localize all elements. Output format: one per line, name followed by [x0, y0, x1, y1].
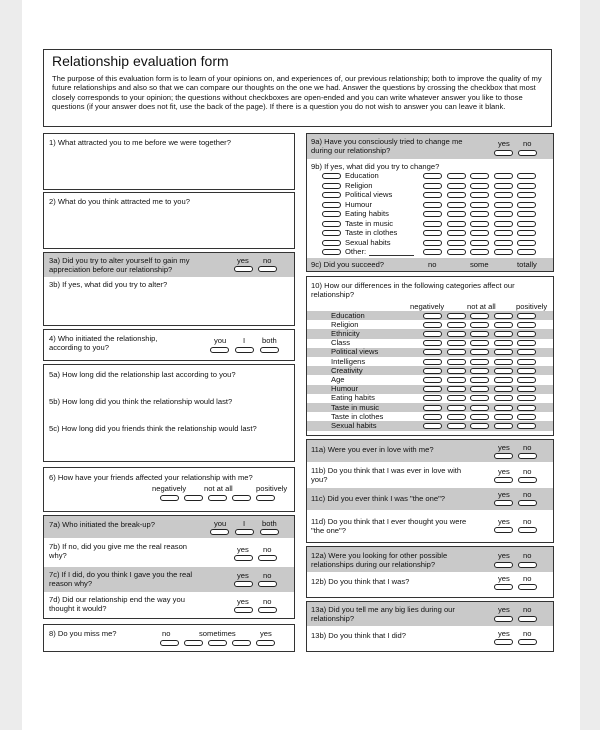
q10-rating-checkbox[interactable] — [494, 340, 513, 346]
q13b-yes-checkbox[interactable] — [494, 639, 513, 645]
q7b-text: 7b) If no, did you give me the real reason why? — [49, 542, 188, 561]
q9b-rating-checkbox[interactable] — [447, 202, 466, 208]
q7a-i-label: I — [243, 519, 246, 528]
q13a-text: 13a) Did you tell me any big lies during our relationship? — [311, 605, 455, 624]
q9b-rating-checkbox[interactable] — [517, 230, 536, 236]
q10-item-label: Religion — [331, 319, 359, 329]
q10-rating-checkbox[interactable] — [470, 340, 489, 346]
q9b-rating-checkbox[interactable] — [494, 173, 513, 179]
q10-rating-checkbox[interactable] — [470, 395, 489, 401]
q9b-rating-checkbox[interactable] — [447, 173, 466, 179]
q9b-rating-checkbox[interactable] — [494, 221, 513, 227]
q11b-yes-checkbox[interactable] — [494, 477, 513, 483]
q9b-item-checkbox-education[interactable] — [322, 173, 341, 179]
q10-rating-checkbox[interactable] — [470, 423, 489, 429]
q3a-no-checkbox[interactable] — [258, 266, 277, 272]
q8-text: 8) Do you miss me? — [49, 629, 117, 638]
q10-rating-checkbox[interactable] — [447, 368, 466, 374]
q10-rating-checkbox[interactable] — [517, 349, 536, 355]
q10-rating-checkbox[interactable] — [494, 423, 513, 429]
q10-rating-checkbox[interactable] — [494, 377, 513, 383]
q8-checkbox-4[interactable] — [232, 640, 251, 646]
q10-rating-checkbox[interactable] — [517, 359, 536, 365]
q10-rating-checkbox[interactable] — [470, 331, 489, 337]
q9b-rating-checkbox[interactable] — [494, 240, 513, 246]
q2-box[interactable] — [43, 192, 295, 249]
q7b-yes-label: yes — [237, 545, 249, 554]
q12b-no-checkbox[interactable] — [518, 584, 537, 590]
q13b-yes-label: yes — [498, 629, 510, 638]
q10-not-at-all-label: not at all — [467, 302, 496, 311]
q3a-no-label: no — [263, 256, 272, 265]
q9b-rating-checkbox[interactable] — [423, 230, 442, 236]
q10-rating-checkbox[interactable] — [517, 395, 536, 401]
q9b-rating-checkbox[interactable] — [517, 211, 536, 217]
q9b-rating-checkbox[interactable] — [447, 249, 466, 255]
q11b-no-checkbox[interactable] — [518, 477, 537, 483]
q9c-no-label: no — [428, 260, 437, 269]
form-intro: The purpose of this evaluation form is to learn of your opinions on, and experiences of, our previous relationship; both to improve the quality of my future relationships and also so that we can compare our thoughts on the one we had. Answer the questions by crossing the checkbox that most closely corresponds to your opinion; the questions without checkboxes are open-ended and you can write whatever answer you like to those questions (if your answer does not fit, use the back of the page). If there is a question you do not wish to answer you can leave it blank. — [52, 74, 542, 112]
q6-checkbox-5[interactable] — [256, 495, 275, 501]
q9b-rating-checkbox[interactable] — [470, 211, 489, 217]
q7c-yes-checkbox[interactable] — [234, 581, 253, 587]
q9b-item-checkbox-other[interactable] — [322, 249, 341, 255]
q9b-rating-checkbox[interactable] — [470, 249, 489, 255]
q7a-both-checkbox[interactable] — [260, 529, 279, 535]
q9b-rating-checkbox[interactable] — [517, 192, 536, 198]
q11a-yes-checkbox[interactable] — [494, 453, 513, 459]
q6-box — [43, 467, 295, 512]
q9b-item-checkbox-sexual-habits[interactable] — [322, 240, 341, 246]
q11d-no-checkbox[interactable] — [518, 527, 537, 533]
q9b-rating-checkbox[interactable] — [423, 173, 442, 179]
q8-sometimes-label: sometimes — [199, 629, 236, 638]
q8-checkbox-3[interactable] — [208, 640, 227, 646]
q4-you-label: you — [214, 336, 227, 345]
q9a-yes-checkbox[interactable] — [494, 150, 513, 156]
q2-text: 2) What do you think attracted me to you? — [49, 197, 190, 206]
q10-rating-checkbox[interactable] — [517, 340, 536, 346]
q10-rating-checkbox[interactable] — [517, 322, 536, 328]
q9b-rating-checkbox[interactable] — [517, 221, 536, 227]
q10-rating-checkbox[interactable] — [470, 349, 489, 355]
q9b-rating-checkbox[interactable] — [447, 230, 466, 236]
q4-both-label: both — [262, 336, 277, 345]
q9b-text: 9b) If yes, what did you try to change? — [311, 162, 440, 171]
q10-rating-checkbox[interactable] — [470, 405, 489, 411]
q13b-no-label: no — [523, 629, 532, 638]
q9b-rating-checkbox[interactable] — [423, 192, 442, 198]
q12a-no-checkbox[interactable] — [518, 562, 537, 568]
q10-rating-checkbox[interactable] — [517, 331, 536, 337]
q12b-yes-checkbox[interactable] — [494, 584, 513, 590]
q9b-rating-checkbox[interactable] — [517, 202, 536, 208]
q12a-text: 12a) Were you looking for other possible relationships during our relationship? — [311, 551, 448, 570]
q7a-you-label: you — [214, 519, 227, 528]
q10-rating-checkbox[interactable] — [494, 405, 513, 411]
q7c-text: 7c) If I did, do you think I gave you the real reason why? — [49, 570, 193, 589]
q9b-item-label: Sexual habits — [345, 237, 391, 247]
q9b-rating-checkbox[interactable] — [470, 221, 489, 227]
q9a-no-checkbox[interactable] — [518, 150, 537, 156]
q7d-yes-label: yes — [237, 597, 249, 606]
q10-rating-checkbox[interactable] — [423, 340, 442, 346]
q9b-item-label: Other: — [345, 247, 367, 256]
q10-rating-checkbox[interactable] — [423, 386, 442, 392]
q8-box — [43, 624, 295, 652]
q4-text: 4) Who initiated the relationship, according to you? — [49, 334, 158, 353]
q11b-yes-label: yes — [498, 467, 510, 476]
q10-rating-checkbox[interactable] — [423, 423, 442, 429]
q11c-text: 11c) Did you ever think I was "the one"? — [311, 494, 445, 503]
q10-rating-checkbox[interactable] — [494, 331, 513, 337]
q3a-yes-label: yes — [237, 256, 249, 265]
q12a-yes-checkbox[interactable] — [494, 562, 513, 568]
q7d-yes-checkbox[interactable] — [234, 607, 253, 613]
q9b-rating-checkbox[interactable] — [517, 183, 536, 189]
q7c-yes-label: yes — [237, 571, 249, 580]
q6-checkbox-4[interactable] — [232, 495, 251, 501]
q9b-item-label: Humour — [345, 199, 373, 209]
q1-box[interactable] — [43, 133, 295, 190]
q10-rating-checkbox[interactable] — [447, 423, 466, 429]
q10-rating-checkbox[interactable] — [517, 423, 536, 429]
q7d-text: 7d) Did our relationship end the way you thought it would? — [49, 595, 185, 614]
q9b-rating-checkbox[interactable] — [423, 221, 442, 227]
q10-rating-checkbox[interactable] — [447, 313, 466, 319]
q9a-yes-label: yes — [498, 139, 510, 148]
q10-rating-checkbox[interactable] — [423, 359, 442, 365]
q12a-yes-label: yes — [498, 551, 510, 560]
q9b-item-checkbox-taste-in-clothes[interactable] — [322, 230, 341, 236]
q12b-text: 12b) Do you think that I was? — [311, 577, 410, 586]
q10-rating-checkbox[interactable] — [423, 349, 442, 355]
q10-rating-checkbox[interactable] — [470, 359, 489, 365]
q6-negatively-label: negatively — [152, 484, 187, 493]
q11c-yes-label: yes — [498, 490, 510, 499]
q12a-no-label: no — [523, 551, 532, 560]
q3b-text: 3b) If yes, what did you try to alter? — [49, 280, 168, 289]
q7-box — [43, 515, 295, 619]
q9b-rating-checkbox[interactable] — [470, 183, 489, 189]
q9b-rating-checkbox[interactable] — [423, 211, 442, 217]
q4-both-checkbox[interactable] — [260, 347, 279, 353]
q10-item-label: Creativity — [331, 365, 363, 375]
q11a-no-checkbox[interactable] — [518, 453, 537, 459]
q10-rating-checkbox[interactable] — [423, 322, 442, 328]
form-title: Relationship evaluation form — [52, 53, 229, 69]
q11a-text: 11a) Were you ever in love with me? — [311, 445, 434, 454]
q5b-text: 5b) How long did you think the relationship would last? — [49, 397, 233, 406]
q3-box — [43, 252, 295, 326]
q11c-no-checkbox[interactable] — [518, 500, 537, 506]
q6-checkbox-3[interactable] — [208, 495, 227, 501]
q9b-rating-checkbox[interactable] — [423, 240, 442, 246]
q10-item-label: Intelligens — [331, 356, 366, 366]
q9b-rating-checkbox[interactable] — [517, 173, 536, 179]
q9b-rating-checkbox[interactable] — [517, 240, 536, 246]
q13b-text: 13b) Do you think that I did? — [311, 631, 406, 640]
q11a-no-label: no — [523, 443, 532, 452]
q10-rating-checkbox[interactable] — [517, 405, 536, 411]
q9b-rating-checkbox[interactable] — [494, 211, 513, 217]
q7a-i-checkbox[interactable] — [235, 529, 254, 535]
q9b-item-checkbox-political-views[interactable] — [322, 192, 341, 198]
q10-rating-checkbox[interactable] — [517, 377, 536, 383]
q10-rating-checkbox[interactable] — [494, 395, 513, 401]
q9b-item-label: Religion — [345, 180, 373, 190]
q13-box — [306, 601, 554, 652]
q9a-no-label: no — [523, 139, 532, 148]
q9b-item-checkbox-eating-habits[interactable] — [322, 211, 341, 217]
q11a-yes-label: yes — [498, 443, 510, 452]
q11c-yes-checkbox[interactable] — [494, 500, 513, 506]
q10-rating-checkbox[interactable] — [447, 359, 466, 365]
q10-rating-checkbox[interactable] — [470, 368, 489, 374]
q10-item-label: Age — [331, 374, 345, 384]
q9b-rating-checkbox[interactable] — [423, 202, 442, 208]
q6-text: 6) How have your friends affected your relationship with me? — [49, 473, 253, 482]
q12b-yes-label: yes — [498, 574, 510, 583]
q10-rating-checkbox[interactable] — [423, 377, 442, 383]
q10-item-label: Taste in clothes — [331, 411, 384, 421]
q9-box — [306, 133, 554, 272]
q7d-no-label: no — [263, 597, 272, 606]
q9b-rating-checkbox[interactable] — [447, 221, 466, 227]
q9b-item-checkbox-humour[interactable] — [322, 202, 341, 208]
q9c-text: 9c) Did you succeed? — [311, 260, 385, 269]
q10-rating-checkbox[interactable] — [423, 313, 442, 319]
q7b-yes-checkbox[interactable] — [234, 555, 253, 561]
q10-rating-checkbox[interactable] — [447, 377, 466, 383]
q4-i-label: I — [243, 336, 246, 345]
form-header — [43, 49, 552, 127]
q7c-no-label: no — [263, 571, 272, 580]
q3a-text: 3a) Did you try to alter yourself to gain my appreciation before our relationship? — [49, 256, 190, 275]
q7a-both-label: both — [262, 519, 277, 528]
q7c-no-checkbox[interactable] — [258, 581, 277, 587]
q7b-no-label: no — [263, 545, 272, 554]
q10-rating-checkbox[interactable] — [447, 322, 466, 328]
q9b-rating-checkbox[interactable] — [447, 183, 466, 189]
q10-rating-checkbox[interactable] — [447, 386, 466, 392]
q10-rating-checkbox[interactable] — [494, 414, 513, 420]
q11d-text: 11d) Do you think that I ever thought you were "the one"? — [311, 517, 467, 536]
q7b-no-checkbox[interactable] — [258, 555, 277, 561]
q10-rating-checkbox[interactable] — [470, 414, 489, 420]
q9b-item-label: Taste in clothes — [345, 228, 398, 237]
q13a-yes-checkbox[interactable] — [494, 616, 513, 622]
q9b-rating-checkbox[interactable] — [470, 240, 489, 246]
q10-rating-checkbox[interactable] — [470, 386, 489, 392]
q10-positively-label: positively — [516, 302, 548, 311]
q10-item-label: Sexual habits — [331, 420, 377, 430]
q10-item-label: Ethnicity — [331, 328, 360, 338]
q10-rating-checkbox[interactable] — [447, 414, 466, 420]
q8-checkbox-2[interactable] — [184, 640, 203, 646]
q10-rating-checkbox[interactable] — [447, 349, 466, 355]
q9b-item-label: Education — [345, 171, 379, 180]
q10-rating-checkbox[interactable] — [470, 313, 489, 319]
q9b-rating-checkbox[interactable] — [447, 211, 466, 217]
q13b-no-checkbox[interactable] — [518, 639, 537, 645]
q10-box — [306, 276, 554, 436]
q10-rating-checkbox[interactable] — [470, 377, 489, 383]
q10-rating-checkbox[interactable] — [494, 359, 513, 365]
q6-positively-label: positively — [256, 484, 288, 493]
q9b-rating-checkbox[interactable] — [470, 230, 489, 236]
q10-rating-checkbox[interactable] — [517, 414, 536, 420]
q9b-rating-checkbox[interactable] — [494, 183, 513, 189]
q8-yes-label: yes — [260, 629, 272, 638]
q5c-text: 5c) How long did you friends think the relationship would last? — [49, 424, 257, 433]
q10-rating-checkbox[interactable] — [494, 368, 513, 374]
q9b-rating-checkbox[interactable] — [447, 240, 466, 246]
q10-item-label: Eating habits — [331, 393, 375, 403]
q9b-rating-checkbox[interactable] — [423, 249, 442, 255]
q9b-item-checkbox-religion[interactable] — [322, 183, 341, 189]
q10-rating-checkbox[interactable] — [470, 322, 489, 328]
q8-checkbox-5[interactable] — [256, 640, 275, 646]
q10-item-label: Taste in music — [331, 402, 380, 412]
q10-rating-checkbox[interactable] — [423, 395, 442, 401]
q10-rating-checkbox[interactable] — [447, 340, 466, 346]
q7a-text: 7a) Who initiated the break-up? — [49, 520, 155, 529]
q13a-no-checkbox[interactable] — [518, 616, 537, 622]
q9b-rating-checkbox[interactable] — [470, 192, 489, 198]
q13a-no-label: no — [523, 605, 532, 614]
q10-rating-checkbox[interactable] — [517, 313, 536, 319]
q10-rating-checkbox[interactable] — [517, 386, 536, 392]
q10-item-label: Class — [331, 338, 350, 348]
q10-rating-checkbox[interactable] — [423, 405, 442, 411]
other-write-in-line[interactable] — [369, 255, 414, 256]
q10-rating-checkbox[interactable] — [494, 349, 513, 355]
q3a-yes-checkbox[interactable] — [234, 266, 253, 272]
q12b-no-label: no — [523, 574, 532, 583]
q10-rating-checkbox[interactable] — [447, 331, 466, 337]
q1-text: 1) What attracted you to me before we were together? — [49, 138, 231, 147]
q10-item-label: Education — [331, 310, 365, 320]
q13a-yes-label: yes — [498, 605, 510, 614]
q9b-rating-checkbox[interactable] — [494, 249, 513, 255]
q10-item-label: Humour — [331, 384, 359, 394]
q11d-yes-checkbox[interactable] — [494, 527, 513, 533]
q11c-no-label: no — [523, 490, 532, 499]
q11b-text: 11b) Do you think that I was ever in love with you? — [311, 466, 462, 485]
q10-item-label: Political views — [331, 347, 379, 357]
q10-rating-checkbox[interactable] — [423, 414, 442, 420]
q9b-item-label: Eating habits — [345, 209, 389, 218]
q10-rating-checkbox[interactable] — [494, 386, 513, 392]
q4-you-checkbox[interactable] — [210, 347, 229, 353]
q12-box — [306, 546, 554, 598]
q10-text: 10) How our differences in the following categories affect our relationship? — [311, 281, 515, 300]
q10-rating-checkbox[interactable] — [447, 405, 466, 411]
q8-checkbox-1[interactable] — [160, 640, 179, 646]
q10-rating-checkbox[interactable] — [494, 322, 513, 328]
q9b-item-label: Taste in music — [345, 218, 394, 228]
q9c-some-label: some — [470, 260, 489, 269]
q11d-yes-label: yes — [498, 517, 510, 526]
q6-checkbox-1[interactable] — [160, 495, 179, 501]
q10-rating-checkbox[interactable] — [447, 395, 466, 401]
q9b-rating-checkbox[interactable] — [470, 173, 489, 179]
q9b-rating-checkbox[interactable] — [470, 202, 489, 208]
q9b-rating-checkbox[interactable] — [447, 192, 466, 198]
q4-box — [43, 329, 295, 361]
q4-i-checkbox[interactable] — [235, 347, 254, 353]
q6-checkbox-2[interactable] — [184, 495, 203, 501]
q9b-rating-checkbox[interactable] — [494, 230, 513, 236]
q9b-item-label: Political views — [345, 190, 393, 199]
q5a-text: 5a) How long did the relationship last according to you? — [49, 370, 236, 379]
q9b-rating-checkbox[interactable] — [423, 183, 442, 189]
q9c-totally-label: totally — [517, 260, 537, 269]
q9a-text: 9a) Have you consciously tried to change me during our relationship? — [311, 137, 463, 156]
q10-rating-checkbox[interactable] — [494, 313, 513, 319]
q5-box — [43, 364, 295, 462]
q9b-rating-checkbox[interactable] — [494, 192, 513, 198]
q9b-rating-checkbox[interactable] — [494, 202, 513, 208]
q7a-you-checkbox[interactable] — [210, 529, 229, 535]
q11-box — [306, 439, 554, 543]
q7d-no-checkbox[interactable] — [258, 607, 277, 613]
q10-negatively-label: negatively — [410, 302, 445, 311]
q6-not-at-all-label: not at all — [204, 484, 233, 493]
q9b-item-checkbox-taste-in-music[interactable] — [322, 221, 341, 227]
q11d-no-label: no — [523, 517, 532, 526]
q10-rating-checkbox[interactable] — [423, 331, 442, 337]
q9b-rating-checkbox[interactable] — [517, 249, 536, 255]
q10-rating-checkbox[interactable] — [517, 368, 536, 374]
q8-no-label: no — [162, 629, 171, 638]
q11b-no-label: no — [523, 467, 532, 476]
q10-rating-checkbox[interactable] — [423, 368, 442, 374]
